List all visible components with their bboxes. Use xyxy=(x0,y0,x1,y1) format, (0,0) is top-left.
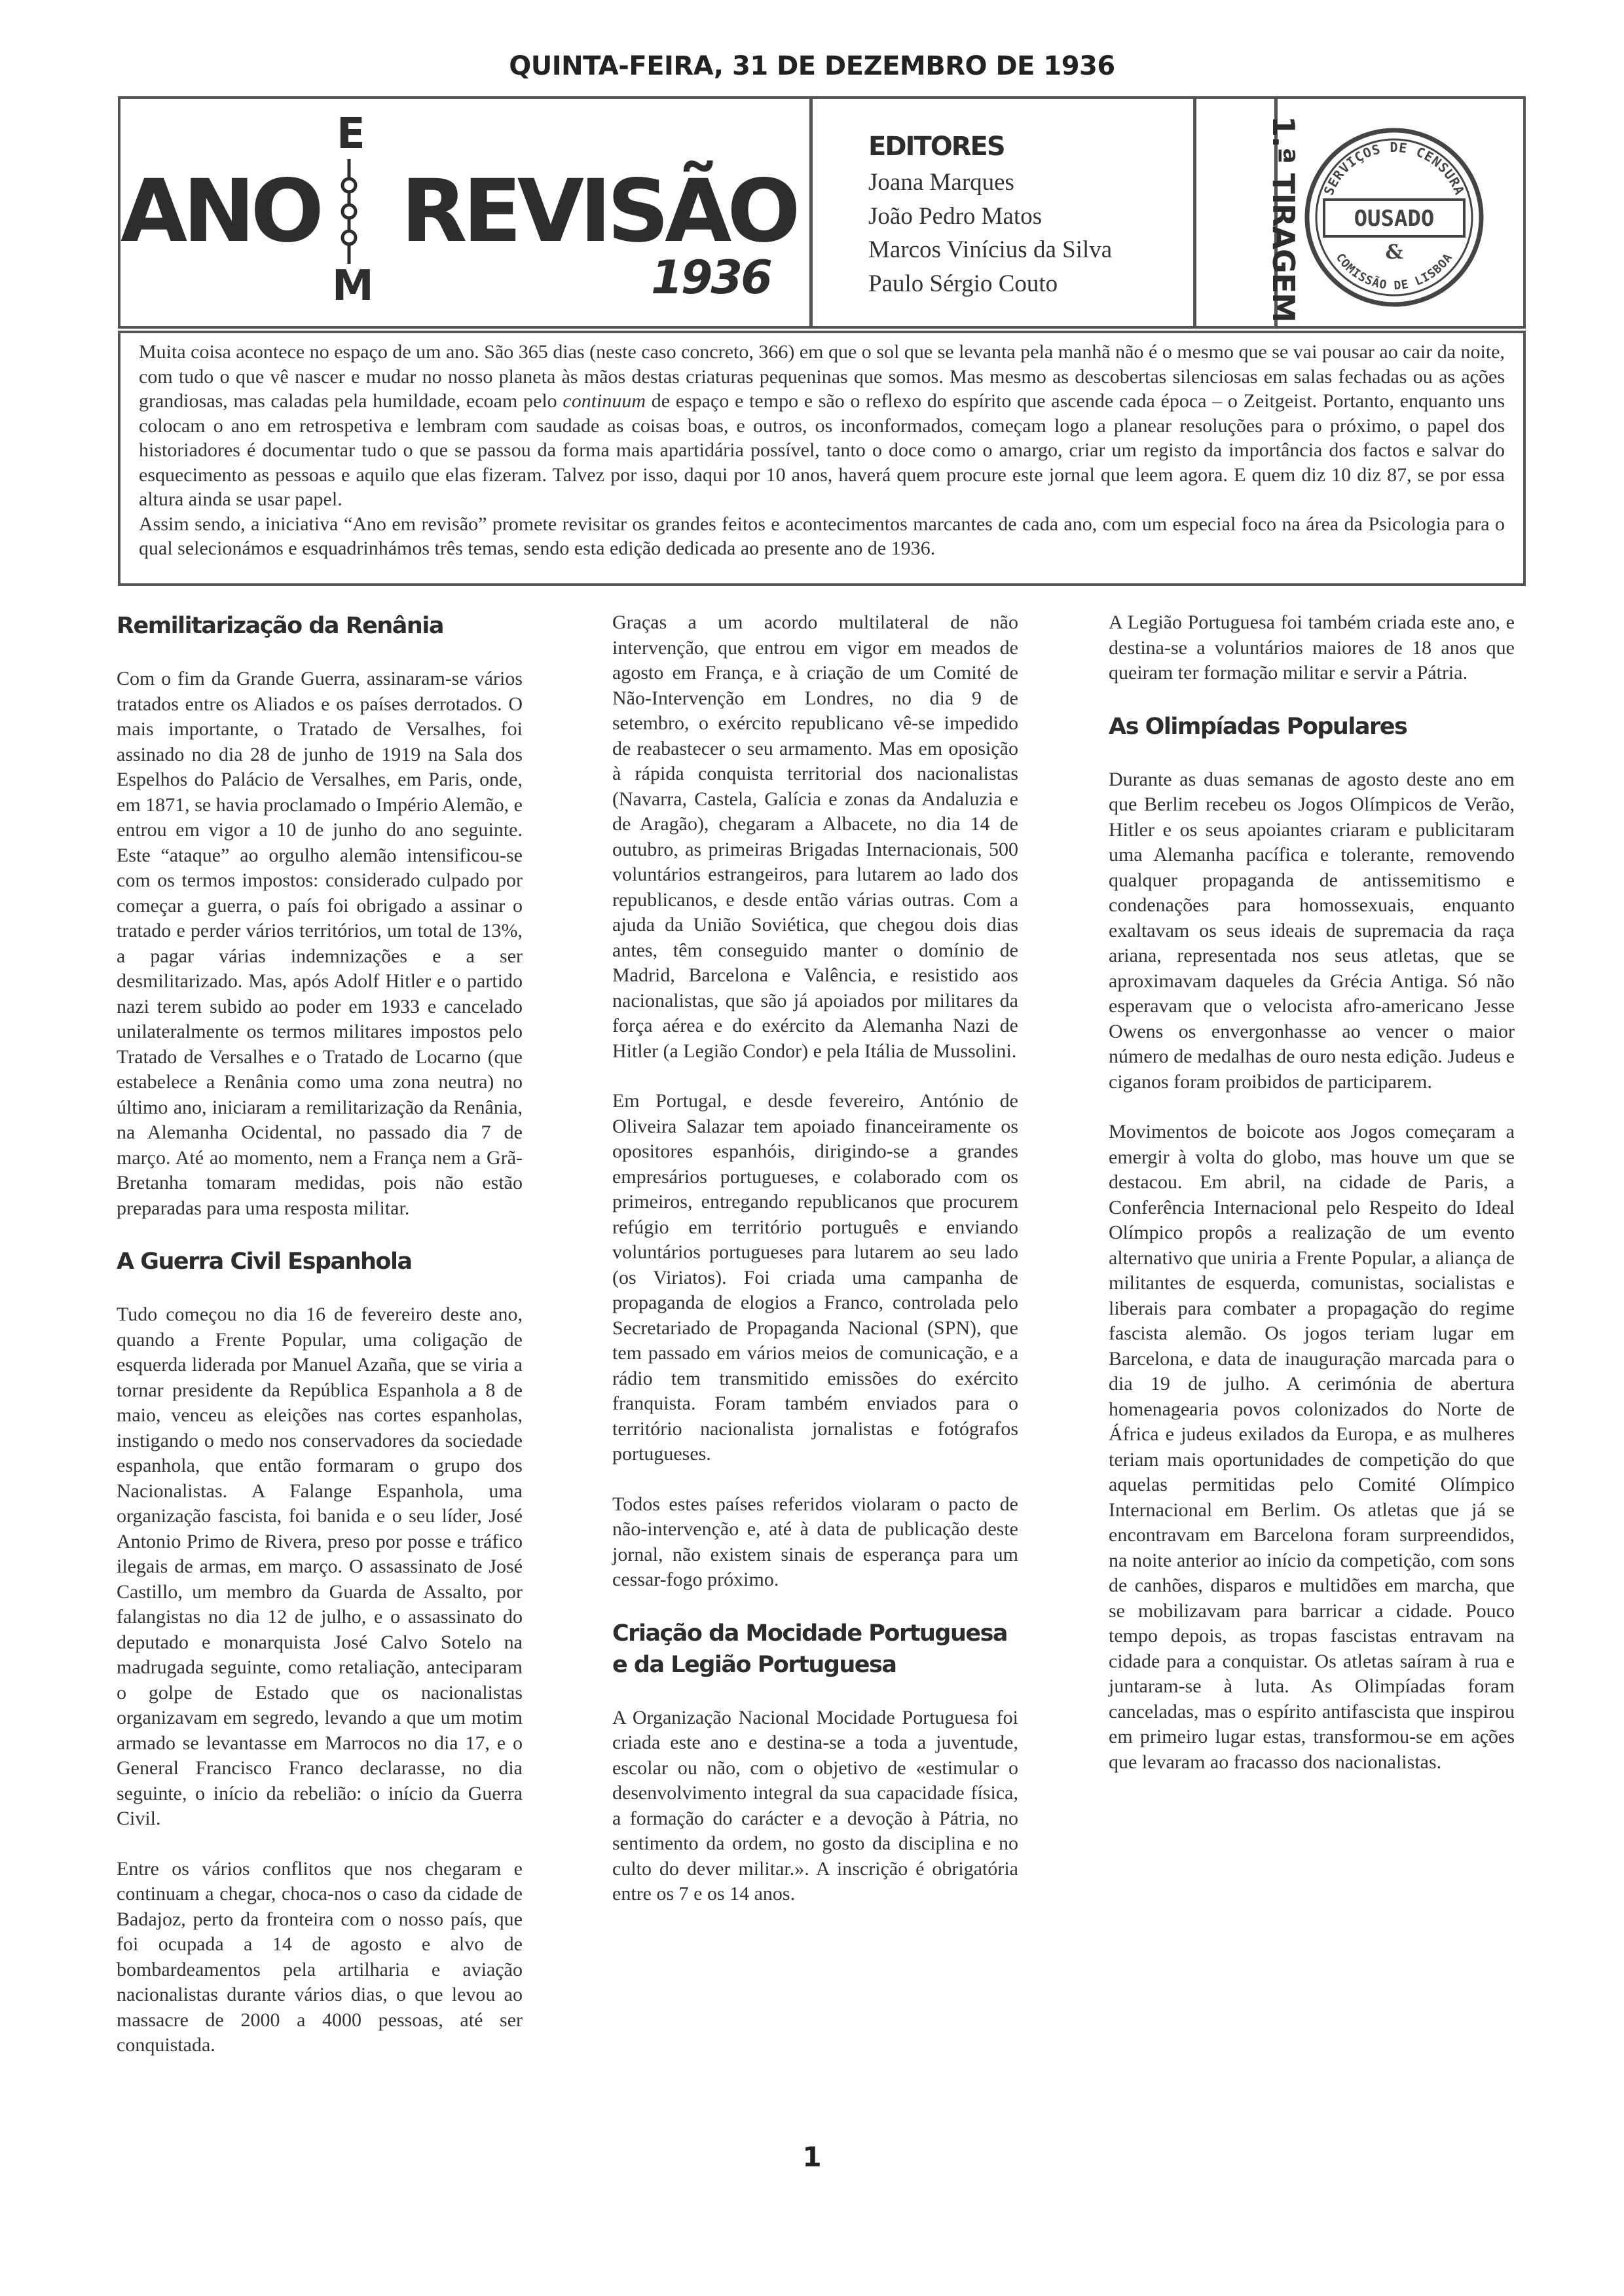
column-3 xyxy=(1109,610,1515,1800)
editor-name: Paulo Sérgio Couto xyxy=(868,270,1058,297)
edition-label-wrapper xyxy=(1266,101,1303,322)
article-paragraph: Tudo começou no dia 16 de fevereiro deste ano, quando a Frente Popular, uma coligação de esquerda liderada por Manuel Azaña, que se viria a tornar presidente da República Espanhola a 8 de maio, venceu as eleições nas cortes espanholas, instigando o medo nos conservadores da sociedade espanhola, que então formaram o grupo dos Nacionalistas. A Falange Espanhola, uma organização fascista, foi banida e o seu líder, José Antonio Primo de Rivera, preso por posse e tráfico ilegais de armas, em março. O assassinato de José Castillo, um membro da Guarda de Assalto, por falangistas no dia 12 de julho, e o assassinato do deputado e monarquista José Calvo Sotelo na madrugada seguinte, como retaliação, anteciparam o golpe de Estado que os nacionalistas organizavam em segredo, levando a que um motim armado se levantasse em Marrocos no dia 17, e o General Francisco Franco declarasse, no dia seguinte, o início da rebelião: o início da Guerra Civil. xyxy=(117,1303,523,1829)
title-letter-m: M xyxy=(332,262,374,310)
masthead-divider xyxy=(809,99,813,326)
article-title: Remilitarização da Renânia xyxy=(117,613,443,639)
column-1 xyxy=(117,610,523,2058)
title-year: 1936 xyxy=(651,251,771,304)
svg-text:&: & xyxy=(1385,241,1403,264)
censorship-stamp-icon xyxy=(1299,122,1489,312)
masthead-divider xyxy=(1193,99,1196,326)
stamp-top-text: SERVIÇOS DE CENSURA xyxy=(1320,139,1468,198)
article-title: As Olimpíadas Populares xyxy=(1109,713,1407,740)
title-ano: ANO xyxy=(120,161,320,262)
intro-paragraph: Assim sendo, a iniciativa “Ano em revisão” promete revisitar os grandes feitos e acontecimentos marcantes de cada ano, com um especial foco na área da Psicologia para o qual selecionámos e esquadrinhámos três temas, sendo esta edição dedicada ao presente ano de 1936. xyxy=(139,513,1505,559)
article-paragraph: A Legião Portuguesa foi também criada este ano, e destina-se a voluntários maiores de 18 anos que queiram ter formação militar e servir a Pátria. xyxy=(1109,611,1515,683)
editor-name: Marcos Vinícius da Silva xyxy=(868,236,1113,263)
chain-ornament-icon xyxy=(339,159,359,264)
title-letter-e: E xyxy=(337,110,365,158)
article-paragraph: Em Portugal, e desde fevereiro, António de Oliveira Salazar tem apoiado financeiramente os opositores espanhóis, dirigindo-se a grandes empresários portugueses, e colaborado com os primeiros, entregando republicanos que procurem refúgio em território português e enviando voluntários portugueses para lutarem ao seu lado (os Viriatos). Foi criada uma campanha de propaganda de elogios a Franco, controlada pelo Secretariado de Propaganda Nacional (SPN), que tem passado em vários meios de comunicação, e a rádio tem transmitido emissões do exército franquista. Foram também enviados para o território nacionalista jornalistas e fotógrafos portugueses. xyxy=(612,1090,1018,1465)
article-paragraph: Graças a um acordo multilateral de não intervenção, que entrou em vigor em meados de agosto em França, e à criação de um Comité de Não-Intervenção em Londres, no dia 9 de setembro, o exército republicano vê-se impedido de reabastecer o seu armamento. Mas em oposição à rápida conquista territorial dos nacionalistas (Navarra, Castela, Galícia e zonas da Andaluzia e de Aragão), chegaram a Albacete, no dia 14 de outubro, as primeiras Brigadas Internacionais, 500 voluntários estrangeiros, para lutarem ao lado dos republicanos, e desde então várias outras. Com a ajuda da União Soviética, que chegou dois dias antes, têm conseguido manter o domínio de Madrid, Barcelona e Valência, e resistido aos nacionalistas, que são já apoiados por militares da força aérea e do exército da Alemanha Nazi de Hitler (a Legião Condor) e pela Itália de Mussolini. xyxy=(612,611,1018,1062)
issue-date: QUINTA-FEIRA, 31 DE DEZEMBRO DE 1936 xyxy=(509,51,1115,81)
article-paragraph: Entre os vários conflitos que nos chegaram e continuam a chegar, choca-nos o caso da cidade de Badajoz, perto da fronteira com o nosso país, que foi ocupada a 14 de agosto e alvo de bombardeamentos pela artilharia e aviação nacionalistas durante vários dias, o que levou ao massacre de 2000 a 4000 pessoas, até ser conquistada. xyxy=(117,1857,523,2056)
edition-label: 1.ª TIRAGEM xyxy=(1266,116,1301,322)
editor-name: João Pedro Matos xyxy=(868,203,1043,230)
intro-text: de espaço e tempo e são o reflexo do espírito que ascende cada época – o Zeitgeist. Portanto, enquanto uns colocam o ano em retrospetiva e lembram com saudade as coisas boas, e outros, os inconformados, começam logo a planear resoluções para o próximo, o papel dos historiadores é documentar tudo o que se passou da forma mais apartidária possível, tanto o doce como o amargo, criar um registo da importância dos factos e salvar do esquecimento as pessoas e aquilo que elas fizeram. Talvez por isso, daqui por 10 anos, haverá quem procure este jornal que leem agora. E quem diz 10 diz 87, se por essa altura ainda se usar papel. xyxy=(139,390,1505,510)
masthead xyxy=(118,96,1526,329)
article-paragraph: Durante as duas semanas de agosto deste ano em que Berlim recebeu os Jogos Olímpicos de Verão, Hitler e os seus apoiantes criaram e publicitaram uma Alemanha pacífica e tolerante, removendo qualquer propaganda de antissemitismo e condenações para homossexuais, enquanto exaltavam os seus ideais de supremacia da raça ariana, representada nos seus atletas, que se aproximavam daqueles da Grécia Antiga. Só não esperavam que o velocista afro-americano Jesse Owens os envergonhasse ao vencer o maior número de medalhas de ouro nesta edição. Judeus e ciganos foram proibidos de participarem. xyxy=(1109,768,1515,1093)
stamp-center-text: OUSADO xyxy=(1354,206,1435,232)
article-paragraph: Todos estes países referidos violaram o pacto de não-intervenção e, até à data de publicação deste jornal, não existem sinais de esperança para um cessar-fogo próximo. xyxy=(612,1493,1018,1590)
article-title: Criação da Mocidade Portuguesa e da Legião Portuguesa xyxy=(612,1620,1008,1678)
column-2 xyxy=(612,610,1018,1932)
stamp-bottom-text: COMISSÃO DE LISBOA xyxy=(1333,251,1456,293)
editors-heading: EDITORES xyxy=(868,132,1005,162)
article-title: A Guerra Civil Espanhola xyxy=(117,1248,412,1275)
title-revisao: REVISÃO xyxy=(401,161,796,262)
intro-paragraph xyxy=(139,340,1505,512)
page-number: 1 xyxy=(802,2141,822,2173)
editor-name: Joana Marques xyxy=(868,169,1014,196)
intro-text: Muita coisa acontece no espaço de um ano. São 365 dias (neste caso concreto, 366) em que o sol que se levanta pela manhã não é o mesmo que se vai pousar ao cair da noite, com tudo o que vê nascer e mudar no nosso planeta às mãos destas criaturas pequeninas que somos. Mas mesmo as descobertas silenciosas em salas fechadas ou as ações grandiosas, mas caladas pela humildade, ecoam pelo xyxy=(139,341,1505,412)
article-paragraph: Movimentos de boicote aos Jogos começaram a emergir à volta do globo, mas houve um que se destacou. Em abril, na cidade de Paris, a Conferência Internacional pelo Respeito do Ideal Olímpico propôs a realização de um evento alternativo que uniria a Frente Popular, a aliança de militantes de esquerda, comunistas, socialistas e liberais para combater a propagação do regime fascista alemão. Os jogos teriam lugar em Barcelona, e data de inauguração marcada para o dia 19 de julho. A cerimónia de abertura homenagearia povos colonizados do Norte de África e judeus exilados da Europa, e as mulheres teriam mais oportunidades de competição do que aquelas permitidas pelo Comité Olímpico Internacional em Berlim. Os atletas que já se encontravam em Barcelona foram surpreendidos, na noite anterior ao início da competição, com sons de canhões, disparos e multidões em marcha, que se mobilizavam para barricar a cidade. Pouco tempo depois, as tropas fascistas entravam na cidade para a conquistar. Os atletas saíram à rua e juntaram-se à luta. As Olimpíadas foram canceladas, mas o espírito antifascista que inspirou em primeiro lugar estas, transformou-se em ações que levaram ao fracasso dos nacionalistas. xyxy=(1109,1121,1515,1773)
intro-box xyxy=(118,331,1526,586)
article-paragraph: A Organização Nacional Mocidade Portuguesa foi criada este ano e destina-se a toda a juventude, escolar ou não, com o objetivo de «estimular o desenvolvimento integral da sua capacidade física, a formação do carácter e a devoção à Pátria, no sentimento da ordem, no gosto da disciplina e no culto do dever militar.». A inscrição é obrigatória entre os 7 e os 14 anos. xyxy=(612,1706,1018,1904)
intro-emphasis: continuum xyxy=(563,390,646,412)
article-paragraph: Com o fim da Grande Guerra, assinaram-se vários tratados entre os Aliados e os países derrotados. O mais importante, o Tratado de Versalhes, foi assinado no dia 28 de junho de 1919 na Sala dos Espelhos do Palácio de Versalhes, em Paris, onde, em 1871, se havia proclamado o Império Alemão, e entrou em vigor a 10 de junho do ano seguinte. Este “ataque” ao orgulho alemão intensificou-se com os termos impostos: considerado culpado por começar a guerra, o país foi obrigado a assinar o tratado e perder vários territórios, um total de 13%, a pagar várias indemnizações e a ser desmilitarizado. Mas, após Adolf Hitler e o partido nazi terem subido ao poder em 1933 e cancelado unilateralmente os termos militares impostos pelo Tratado de Versalhes e o Tratado de Locarno (que estabelece a Renânia como uma zona neutra) no último ano, iniciaram a remilitarização da Renânia, na Alemanha Ocidental, no passado dia 7 de março. Até ao momento, nem a França nem a Grã-Bretanha tomaram medidas, pois não estão preparadas para uma resposta militar. xyxy=(117,668,523,1219)
